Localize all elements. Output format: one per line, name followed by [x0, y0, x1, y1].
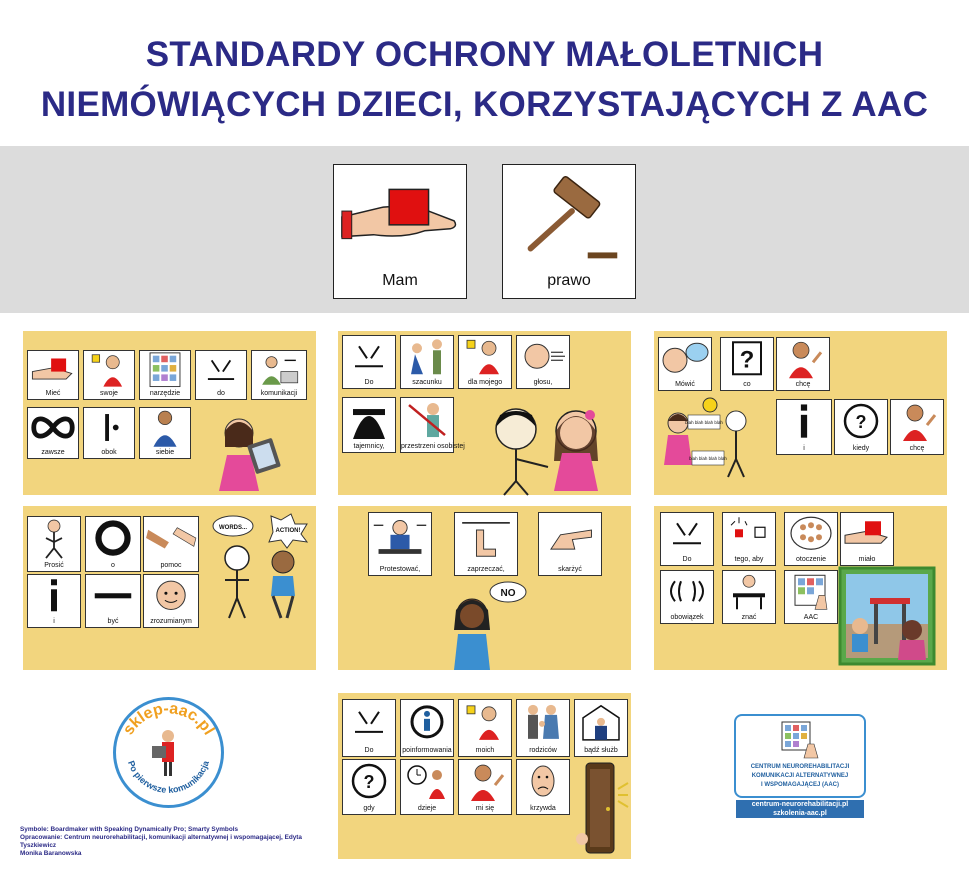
arrows-down-icon	[661, 513, 713, 554]
gavel-icon	[503, 165, 635, 265]
centrum-name-line-3: I WSPOMAGAJĄCEJ (AAC)	[760, 782, 839, 788]
symbol-card: głosu,	[516, 335, 570, 389]
person-pointing-icon	[84, 351, 134, 388]
credits-authors: Opracowanie: Centrum neurorehabilitacji, komunikacji alternatywnej i wspomagającej, Edyta Tyszkiewicz	[20, 834, 302, 849]
person-at-device-icon	[252, 351, 306, 388]
symbol-card: dzieje	[400, 759, 454, 815]
playground-photo-icon	[840, 568, 934, 664]
symbol-card: chcę	[776, 337, 830, 391]
question-box-icon	[721, 338, 773, 379]
panel-3	[654, 331, 947, 495]
want-person-icon	[459, 760, 511, 802]
symbol-card: szacunku	[400, 335, 454, 389]
sklep-aac-logo	[112, 696, 225, 809]
symbol-card: tego, aby	[722, 512, 776, 566]
info-icon	[401, 700, 453, 744]
ring-o-icon	[86, 517, 140, 559]
girl-with-tablet-icon	[199, 411, 299, 495]
symbol-card: narzędzie	[139, 350, 191, 400]
begging-person-icon	[28, 517, 80, 559]
arrows-down-icon	[196, 351, 246, 388]
panel-4	[23, 506, 316, 670]
respect-bow-icon	[401, 336, 453, 377]
hand-block-icon	[841, 513, 893, 554]
header-band	[0, 146, 969, 313]
centrum-url-1[interactable]: centrum-neurorehabilitacji.pl	[736, 800, 864, 809]
panel-6	[654, 506, 947, 670]
sad-face-icon	[517, 760, 569, 802]
speech-bubble-text: ACTION!	[275, 528, 301, 534]
so-that-icon	[723, 513, 775, 554]
centrum-logo	[734, 714, 866, 818]
symbol-card: Prosić	[27, 516, 81, 572]
symbol-card: Do	[342, 699, 396, 757]
symbol-card: i	[776, 399, 832, 455]
symbol-card: zrozumianym	[143, 574, 199, 628]
panel-1	[23, 331, 316, 495]
person-pointing-icon	[459, 336, 511, 377]
parents-icon	[517, 700, 569, 744]
door-knock-icon	[574, 759, 630, 857]
logo-brand-text: sklep-aac.pl	[120, 700, 218, 739]
secret-figure-icon	[343, 398, 395, 440]
symbol-card: swoje	[83, 350, 135, 400]
header-card-prawo	[502, 164, 636, 299]
bar-dot-icon	[84, 408, 134, 447]
title-line-1: STANDARDY OCHRONY MAŁOLETNICH	[145, 35, 824, 74]
voice-face-icon	[517, 336, 569, 377]
speech-bubble-text: blah blah blah blah	[685, 420, 723, 425]
hand-holding-red-block-icon	[334, 165, 466, 265]
credits-author-2: Monika Baranowska	[20, 850, 82, 857]
infinity-icon	[28, 408, 78, 447]
words-action-children-icon	[211, 512, 315, 620]
symbol-card: Mówić	[658, 337, 712, 391]
symbol-card: mi się	[458, 759, 512, 815]
letter-i-icon	[28, 575, 80, 616]
clock-question-icon	[835, 400, 887, 442]
symbol-card: rodziców	[516, 699, 570, 757]
centrum-name-line-1: CENTRUM NEUROREHABILITACJI	[750, 764, 850, 770]
clock-question-icon	[343, 760, 395, 802]
header-card-label: prawo	[547, 272, 591, 289]
dash-icon	[86, 575, 140, 616]
panel-5	[338, 506, 631, 670]
person-pointing-icon	[459, 700, 511, 744]
people-group-icon	[785, 513, 837, 554]
finger-no-icon	[455, 513, 517, 561]
hand-block-icon	[28, 351, 78, 388]
svg-text:?: ?	[739, 346, 755, 374]
symbol-card: AAC	[784, 570, 838, 624]
page-title	[0, 30, 969, 130]
symbol-card: znać	[722, 570, 776, 624]
symbol-card: być	[85, 574, 141, 628]
children-talking-icon	[660, 395, 760, 481]
communication-board-icon	[140, 351, 190, 388]
symbol-card: skarżyć	[538, 512, 602, 576]
symbol-card: ? co	[720, 337, 774, 391]
speech-bubble-text: WORDS...	[219, 525, 247, 531]
personal-space-icon	[401, 398, 453, 440]
speaking-face-icon	[659, 338, 711, 379]
svg-text:?: ?	[363, 772, 375, 793]
aac-board-hand-icon	[785, 571, 837, 612]
protest-desk-icon	[369, 513, 431, 561]
symbol-card: bądź służb	[574, 699, 628, 757]
credits	[20, 826, 335, 858]
clock-person-icon	[401, 760, 453, 802]
symbol-card: zawsze	[27, 407, 79, 459]
symbol-card: Do	[342, 335, 396, 389]
arrows-down-icon	[343, 700, 395, 744]
credits-symbols: Symbole: Boardmaker with Speaking Dynamically Pro; Smarty Symbols	[20, 826, 239, 833]
girl-saying-no-icon	[438, 580, 530, 670]
symbol-card: dla mojego	[458, 335, 512, 389]
obligation-arrows-icon	[661, 571, 713, 612]
police-building-icon	[575, 700, 627, 744]
symbol-card: chcę	[890, 399, 944, 455]
symbol-card: pomoc	[143, 516, 199, 572]
symbol-card: otoczenie	[784, 512, 838, 566]
understood-face-icon	[144, 575, 198, 616]
centrum-name-line-2: KOMUNIKACJI ALTERNATYWNEJ	[751, 773, 849, 779]
logo-slogan-text: Po pierwsze komunikacja	[125, 759, 211, 795]
symbol-card: poinformowania	[400, 699, 454, 757]
symbol-card: moich	[458, 699, 512, 757]
svg-text:?: ?	[855, 412, 867, 433]
pointing-hand-icon	[539, 513, 601, 561]
symbol-card: i	[27, 574, 81, 628]
arrows-down-icon	[343, 336, 395, 377]
panel-2	[338, 331, 631, 495]
symbol-card: zaprzeczać,	[454, 512, 518, 576]
letter-i-icon	[777, 400, 831, 442]
speech-bubble-text: blah blah blah blah	[689, 456, 727, 461]
centrum-url-2[interactable]: szkolenia-aac.pl	[736, 809, 864, 818]
symbol-card: siebie	[139, 407, 191, 459]
symbol-card: ? kiedy	[834, 399, 888, 455]
person-self-icon	[140, 408, 190, 447]
symbol-card: miało	[840, 512, 894, 566]
know-person-desk-icon	[723, 571, 775, 612]
symbol-card: obok	[83, 407, 135, 459]
two-children-icon	[486, 401, 626, 495]
symbol-card: obowiązek	[660, 570, 714, 624]
symbol-card: do	[195, 350, 247, 400]
symbol-card: krzywda	[516, 759, 570, 815]
helping-hands-icon	[144, 517, 198, 559]
header-card-label: Mam	[382, 272, 418, 289]
symbol-card: o	[85, 516, 141, 572]
symbol-card: komunikacji	[251, 350, 307, 400]
symbol-card: Mieć	[27, 350, 79, 400]
symbol-card: ? gdy	[342, 759, 396, 815]
title-line-2: NIEMÓWIĄCYCH DZIECI, KORZYSTAJĄCYCH Z AAC	[40, 85, 929, 124]
aac-board-hand-icon	[774, 720, 826, 760]
want-person-icon	[891, 400, 943, 442]
want-person-icon	[777, 338, 829, 379]
panel-7	[338, 693, 631, 859]
header-card-mam	[333, 164, 467, 299]
speech-bubble-text: NO	[500, 588, 516, 599]
symbol-card: Do	[660, 512, 714, 566]
symbol-card: przestrzeni osobistej	[400, 397, 454, 453]
symbol-card: tajemnicy,	[342, 397, 396, 453]
symbol-card: Protestować,	[368, 512, 432, 576]
